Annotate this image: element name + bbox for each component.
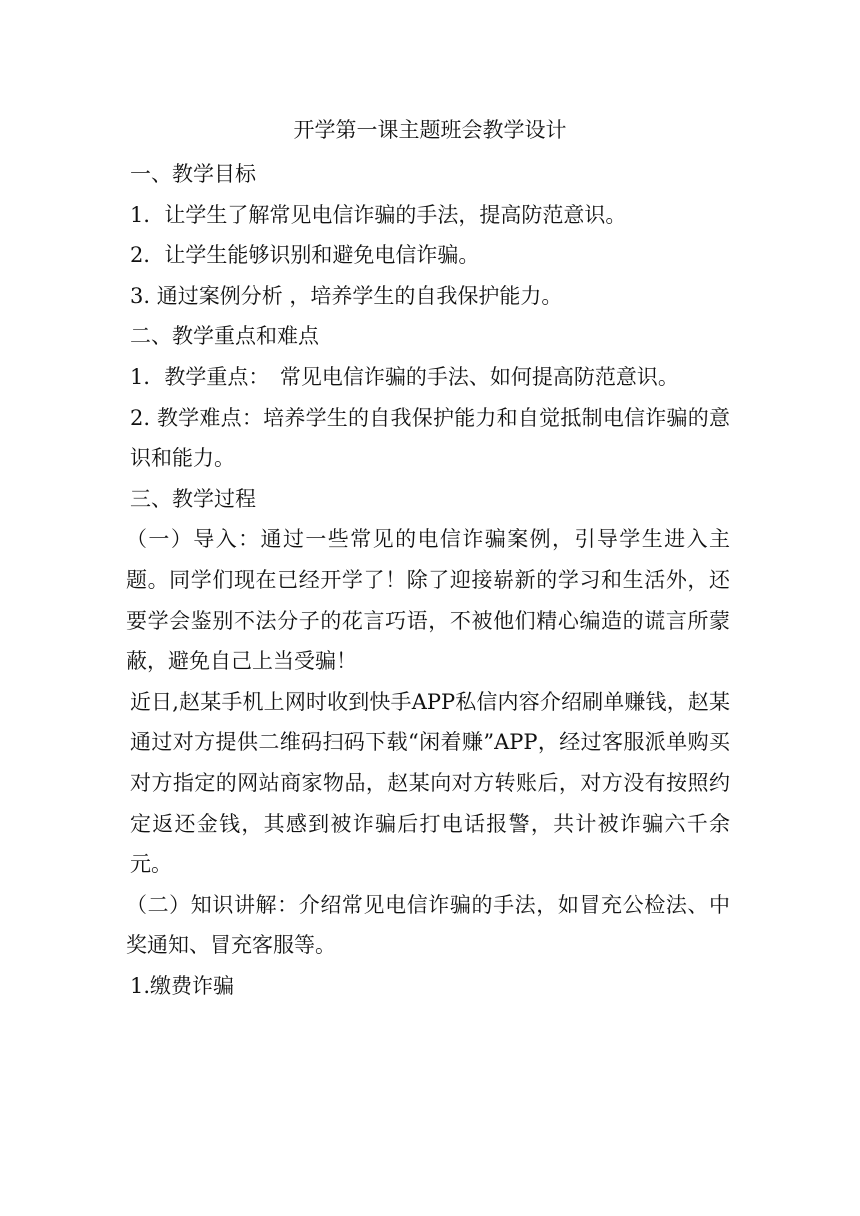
knowledge-explanation-paragraph: （二）知识讲解：介绍常见电信诈骗的手法，如冒充公检法、中奖通知、冒充客服等。 <box>126 892 730 958</box>
section-heading-process: 三、教学过程 <box>130 486 256 511</box>
section-heading-objectives: 一、教学目标 <box>130 162 256 186</box>
key-point-item-2: 2. 教学难点：培养学生的自我保护能力和自觉抵制电信诈骗的意识和能力。 <box>130 405 730 471</box>
document-body <box>126 154 730 1006</box>
document-title: 开学第一课主题班会教学设计 <box>293 118 567 142</box>
key-point-item-1: 1．教学重点： 常见电信诈骗的手法、如何提高防范意识。 <box>130 364 679 389</box>
section-heading-key-points: 二、教学重点和难点 <box>130 324 319 349</box>
process-intro-paragraph: （一）导入：通过一些常见的电信诈骗案例，引导学生进入主题。同学们现在已经开学了！除了迎接崭新的学习和生活外，还要学会鉴别不法分子的花言巧语，不被他们精心编造的谎言所蒙蔽，避免自己上当受骗！ <box>126 527 730 674</box>
case-study-paragraph: 近日,赵某手机上网时收到快手APP私信内容介绍刷单赚钱，赵某通过对方提供二维码扫码下载“闲着赚”APP，经过客服派单购买对方指定的网站商家物品，赵某向对方转账后，对方没有按照约定返还金钱，其感到被诈骗后打电话报警，共计被诈骗六千余元。 <box>130 689 730 877</box>
objective-item-1: 1．让学生了解常见电信诈骗的手法，提高防范意识。 <box>130 202 627 227</box>
subsection-heading-payment-fraud: 1.缴费诈骗 <box>130 973 235 998</box>
objective-item-3: 3. 通过案例分析 ，培养学生的自我保护能力。 <box>130 283 563 308</box>
objective-item-2: 2．让学生能够识别和避免电信诈骗。 <box>130 243 480 268</box>
